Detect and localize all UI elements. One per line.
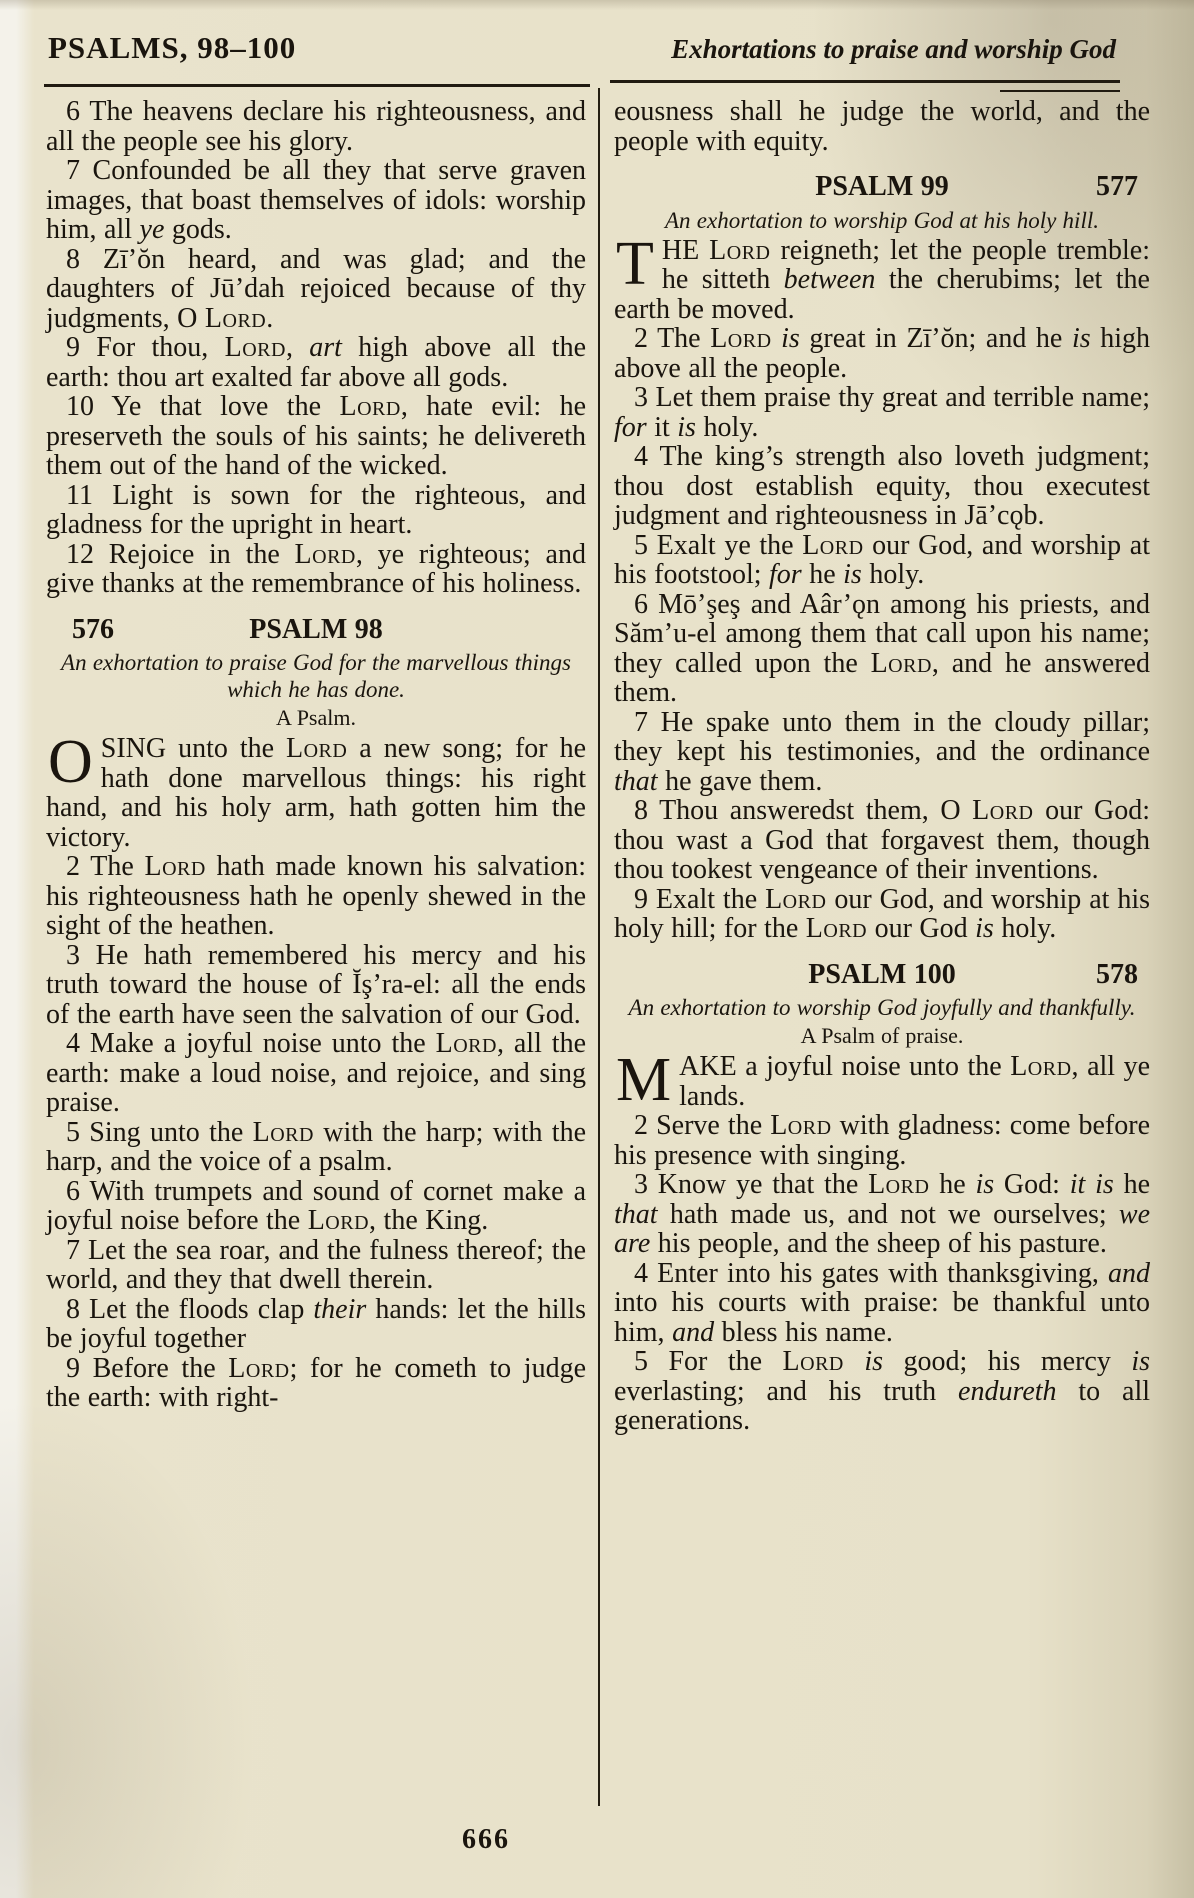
verse-text: ,: [285, 332, 310, 363]
verse-text: 5 For the: [634, 1346, 783, 1377]
verse-text: AKE a joyful noise unto the: [679, 1051, 1011, 1082]
divine-name: Lord: [252, 1116, 314, 1148]
verse-text: reigneth; let the people tremble: he sitteth: [661, 234, 1150, 295]
verse-paragraph: [46, 1295, 586, 1354]
verse-text: 8 Thou answeredst them, O: [634, 795, 973, 826]
divine-name: Lord: [710, 323, 772, 354]
verse-text: 7 Let the sea roar, and the fulness thereof; the world, and they that dwell therein.: [46, 1234, 586, 1295]
italic-word: and: [1108, 1257, 1150, 1289]
verse-text: 6 With trumpets and sound of cornet make a joyful noise before the: [46, 1175, 586, 1236]
italic-word: for: [614, 411, 647, 443]
verse-text: HE: [661, 234, 710, 266]
verse-text: holy.: [695, 411, 759, 443]
drop-cap: M: [616, 1046, 672, 1114]
verse-paragraph: [46, 1354, 586, 1413]
italic-word: is: [677, 411, 696, 443]
verse-text: high above all the people.: [614, 323, 1150, 384]
divine-name: Lord: [294, 538, 356, 570]
psalm-title: PSALM 98: [249, 613, 383, 645]
divine-name: Lord: [307, 1205, 370, 1236]
verse-text: 3 He hath remembered his mercy and his truth toward the house of Ĭş’ra-el: all the ends of the earth have seen the salvation of our God.: [46, 939, 586, 1030]
drop-cap: T: [616, 229, 654, 298]
verse-paragraph: [46, 852, 586, 941]
psalm-heading: [614, 960, 1150, 990]
verse-text: 12 Rejoice in the: [66, 538, 295, 570]
divine-name: Lord: [765, 883, 827, 915]
verse-text: 6 Mō’şeş and Aâr’ǫn among his priests, and Săm’u-el among them that call upon his name; they called upon the: [614, 588, 1150, 679]
verse-text: 9 Exalt the: [634, 883, 766, 915]
verse-text: our God: thou wast a God that forgavest them, though thou tookest vengeance of their inventions.: [614, 795, 1150, 885]
verse-text: , all the earth: make a loud noise, and rejoice, and sing praise.: [46, 1028, 586, 1118]
book-chapter-title: PSALMS, 98–100: [48, 30, 297, 65]
italic-word: is: [1071, 323, 1091, 354]
verse-text: bless his name.: [714, 1316, 893, 1348]
divine-name: Lord: [224, 332, 286, 363]
verse-text: [772, 323, 782, 354]
verse-paragraph: [46, 1236, 586, 1295]
divine-name: Lord: [1010, 1051, 1072, 1082]
verse-text: holy.: [993, 913, 1057, 944]
verse-paragraph: [46, 156, 586, 245]
verse-text: 7 He spake unto them in the cloudy pillar; they kept his testimonies, and the ordinance: [614, 706, 1150, 767]
verse-text: everlasting; and his truth: [614, 1375, 959, 1407]
verse-text: good; his mercy: [883, 1346, 1132, 1377]
italic-word: and: [672, 1316, 715, 1348]
verse-text: SING unto the: [100, 733, 286, 764]
verse-text: great in Zī’ŏn; and he: [799, 323, 1072, 354]
divine-name: Lord: [770, 1110, 832, 1141]
verse-text: [844, 1346, 864, 1377]
page-header: [48, 30, 1116, 66]
verse-paragraph: [614, 708, 1150, 797]
verse-text: a new song; for he hath done marvellous things: his right hand, and his holy arm, hath gotten him the victory.: [46, 733, 586, 853]
right-column: [614, 97, 1150, 1436]
verse-text: , the King.: [369, 1205, 489, 1236]
divine-name: Lord: [228, 1352, 290, 1384]
divine-name: Lord: [339, 391, 401, 422]
italic-word: is: [864, 1346, 884, 1377]
verse-paragraph: [614, 1259, 1150, 1348]
verse-paragraph: [46, 392, 586, 481]
divine-name: Lord: [144, 851, 206, 882]
verse-text: hands: let the hills be joyful together: [46, 1293, 586, 1354]
italic-word: is: [1131, 1346, 1150, 1377]
verse-text: 4 The king’s strength also loveth judgment; thou dost establish equity, thou executest judgment and righteousness in Jā’cǫb.: [614, 441, 1150, 531]
psalm-note: A Psalm.: [276, 705, 356, 730]
psalm-sequence-number: 577: [1096, 171, 1138, 202]
italic-word: art: [309, 332, 342, 363]
verse-text: .: [266, 302, 274, 334]
verse-text: 9 For thou,: [66, 332, 225, 363]
running-head: Exhortations to praise and worship God: [671, 34, 1116, 64]
drop-cap: O: [48, 728, 93, 796]
verse-text: he: [929, 1169, 976, 1200]
italic-word: it is: [1069, 1169, 1114, 1200]
verse-text: it: [646, 411, 678, 443]
verse-paragraph: [46, 540, 586, 599]
italic-word: we are: [614, 1198, 1150, 1259]
verse-text: he: [1113, 1169, 1151, 1200]
italic-word: between: [783, 264, 876, 295]
header-rule-right-short: [1000, 90, 1120, 92]
verse-text: 11 Light is sown for the righteous, and gladness for the upright in heart.: [46, 479, 586, 540]
verse-paragraph: [614, 590, 1150, 708]
verse-text: 5 Sing unto the: [66, 1116, 253, 1148]
verse-text: 5 Exalt ye the: [634, 529, 803, 561]
verse-text: , all ye lands.: [679, 1051, 1150, 1112]
verse-paragraph: [46, 941, 586, 1030]
verse-text: our God: [867, 913, 976, 944]
verse-text: , ye righteous; and give thanks at the remembrance of his holiness.: [46, 538, 586, 599]
psalm-note: A Psalm of praise.: [800, 1023, 964, 1048]
verse-text: with gladness: come before his presence with singing.: [614, 1110, 1150, 1171]
italic-word: that: [614, 1198, 658, 1230]
italic-word: ye: [139, 214, 165, 245]
verse-paragraph: [46, 97, 586, 156]
verse-text: 3 Let them praise thy great and terrible name;: [634, 382, 1150, 413]
divine-name: Lord: [805, 913, 868, 944]
italic-word: is: [781, 323, 800, 354]
verse-paragraph: [46, 1029, 586, 1118]
dropcap-paragraph: [614, 229, 1150, 325]
verse-paragraph: [614, 531, 1150, 590]
verse-paragraph: [614, 1170, 1150, 1259]
left-column: [46, 97, 586, 1413]
psalm-sequence-number: 578: [1096, 958, 1138, 990]
italic-word: their: [313, 1293, 367, 1325]
verse-text: our God, and worship at his holy hill; for the: [614, 883, 1151, 944]
italic-word: is: [975, 913, 994, 944]
italic-word: is: [843, 559, 862, 590]
page-edge-shading: [0, 0, 1194, 10]
italic-word: endureth: [958, 1375, 1057, 1407]
verse-paragraph: [46, 481, 586, 540]
verse-text: 10 Ye that love the: [66, 391, 340, 422]
verse-paragraph: [46, 245, 586, 334]
verse-paragraph: [46, 333, 586, 392]
verse-text: hath made known his salvation: his righteousness hath he openly shewed in the sight of the heathen.: [46, 851, 587, 941]
verse-text: 2 The: [634, 323, 711, 354]
verse-text: he: [801, 559, 844, 590]
psalm-title: PSALM 99: [815, 171, 949, 202]
verse-paragraph: [614, 442, 1150, 531]
verse-text: 8 Let the floods clap: [66, 1293, 314, 1325]
verse-text: 3 Know ye that the: [634, 1169, 869, 1200]
verse-text: 4 Make a joyful noise unto the: [66, 1028, 436, 1059]
divine-name: Lord: [204, 302, 267, 334]
verse-paragraph: [46, 1118, 586, 1177]
verse-text: he gave them.: [657, 765, 823, 797]
divine-name: Lord: [782, 1346, 844, 1377]
verse-text: 9 Before the: [66, 1352, 229, 1384]
psalm-intro: An exhortation to praise God for the marvellous things which he has done.: [61, 650, 571, 702]
verse-text: hath made us, and not we ourselves;: [657, 1198, 1119, 1230]
psalm-heading: [614, 172, 1150, 202]
verse-text: into his courts with praise: be thankful unto him,: [614, 1287, 1150, 1348]
verse-text: 8 Zī’ŏn heard, and was glad; and the daughters of Jū’dah rejoiced because of thy judgments, O: [46, 243, 586, 334]
dropcap-paragraph: [614, 1046, 1150, 1114]
header-rule-right: [610, 80, 1120, 83]
dropcap-paragraph: [46, 728, 586, 853]
divine-name: Lord: [802, 529, 864, 561]
verse-text: high above all the earth: thou art exalted far above all gods.: [46, 332, 587, 393]
page-number: 666: [462, 1824, 510, 1855]
verse-text: 6 The heavens declare his righteousness, and all the people see his glory.: [46, 96, 586, 157]
verse-text: holy.: [861, 559, 925, 590]
verse-text: gods.: [164, 214, 232, 245]
divine-name: Lord: [435, 1028, 497, 1059]
verse-paragraph: [614, 1111, 1150, 1170]
divine-name: Lord: [972, 795, 1034, 826]
verse-paragraph: [614, 324, 1150, 383]
verse-paragraph: [614, 1347, 1150, 1436]
verse-text: his people, and the sheep of his pasture.: [650, 1228, 1107, 1259]
divine-name: Lord: [870, 647, 932, 679]
verse-text: to all generations.: [614, 1375, 1151, 1436]
verse-paragraph: [614, 383, 1150, 442]
verse-text: 7 Confounded be all they that serve graven images, that boast themselves of idols: worship him, all: [46, 155, 586, 245]
verse-text: 4 Enter into his gates with thanksgiving,: [634, 1257, 1108, 1289]
psalm-intro: An exhortation to worship God joyfully and thankfully.: [628, 995, 1136, 1020]
verse-text: , hate evil: he preserveth the souls of his saints; he delivereth them out of the hand of the wicked.: [46, 391, 586, 481]
verse-text: 2 The: [66, 851, 145, 882]
italic-word: for: [769, 559, 802, 590]
header-rule-left: [44, 84, 590, 87]
verse-text: , and he answered them.: [614, 647, 1150, 708]
italic-word: that: [614, 765, 658, 797]
verse-continuation: [614, 97, 1150, 156]
column-divider: [598, 88, 600, 1806]
verse-text: eousness shall he judge the world, and the people with equity.: [614, 96, 1150, 157]
verse-text: our God, and worship at his footstool;: [614, 529, 1150, 590]
verse-text: ; for he cometh to judge the earth: with right-: [46, 1352, 586, 1413]
psalm-sequence-number: 576: [72, 613, 114, 645]
psalm-intro: An exhortation to worship God at his holy hill.: [665, 207, 1099, 233]
verse-text: the cherubims; let the earth be moved.: [614, 264, 1150, 325]
psalm-heading: [46, 615, 586, 645]
verse-text: 2 Serve the: [634, 1110, 771, 1141]
verse-text: with the harp; with the harp, and the voice of a psalm.: [46, 1116, 586, 1177]
divine-name: Lord: [709, 234, 771, 266]
italic-word: is: [975, 1169, 995, 1200]
psalm-title: PSALM 100: [808, 958, 956, 990]
verse-paragraph: [614, 796, 1150, 885]
verse-paragraph: [614, 885, 1150, 944]
divine-name: Lord: [868, 1169, 930, 1200]
divine-name: Lord: [286, 733, 348, 764]
verse-paragraph: [46, 1177, 586, 1236]
verse-text: God:: [994, 1169, 1070, 1200]
